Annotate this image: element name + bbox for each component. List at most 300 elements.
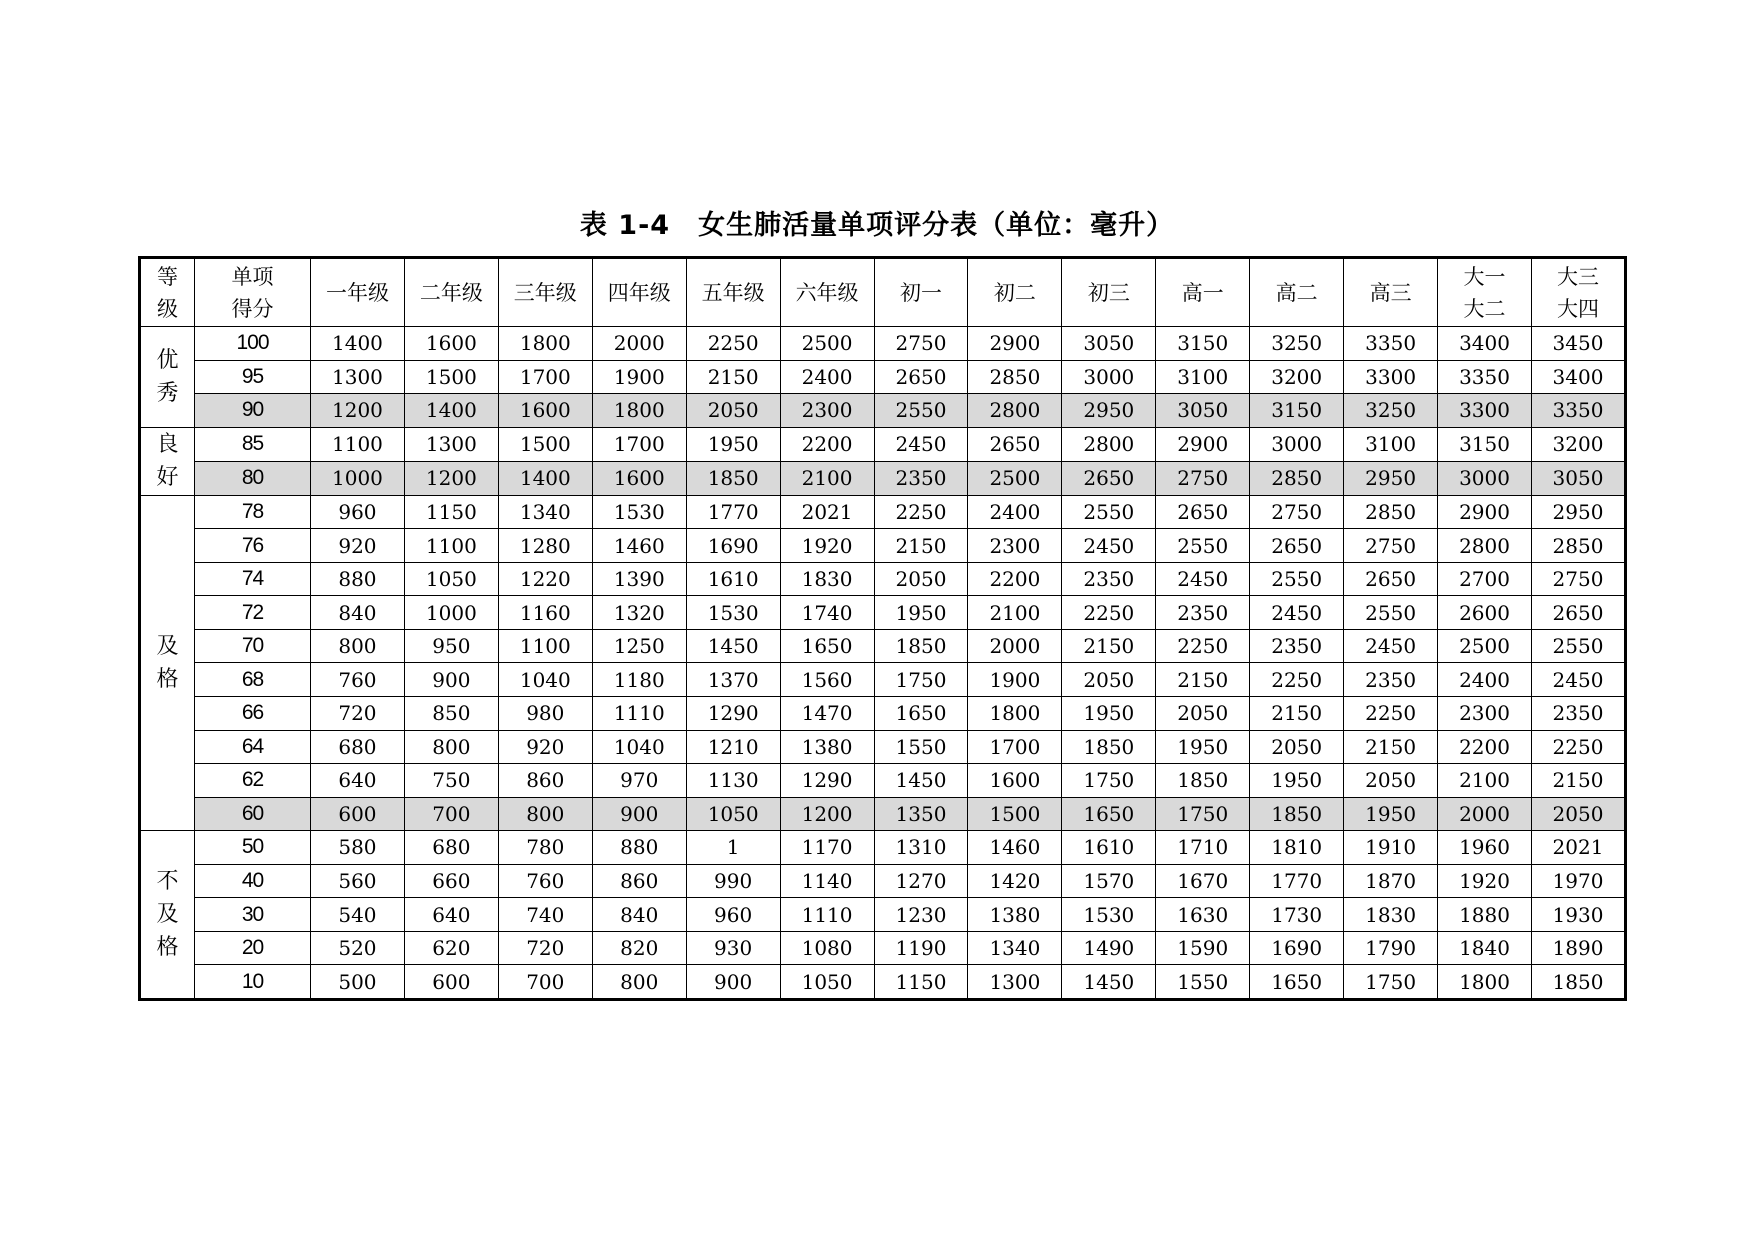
value-cell: 2450 bbox=[1531, 663, 1625, 697]
header-score: 单项 得分 bbox=[195, 258, 311, 327]
value-cell: 1600 bbox=[592, 461, 686, 495]
value-cell: 640 bbox=[311, 764, 405, 798]
value-cell: 3000 bbox=[1250, 427, 1344, 461]
value-cell: 740 bbox=[498, 898, 592, 932]
value-cell: 1800 bbox=[1438, 965, 1532, 1000]
lung-capacity-score-table bbox=[138, 256, 1627, 1001]
value-cell: 1770 bbox=[1250, 864, 1344, 898]
value-cell: 1050 bbox=[780, 965, 874, 1000]
value-cell: 2350 bbox=[1062, 562, 1156, 596]
value-cell: 1200 bbox=[780, 797, 874, 831]
value-cell: 2750 bbox=[874, 327, 968, 361]
value-cell: 1960 bbox=[1438, 831, 1532, 865]
value-cell: 2650 bbox=[1344, 562, 1438, 596]
value-cell: 1650 bbox=[874, 697, 968, 731]
value-cell: 1460 bbox=[968, 831, 1062, 865]
value-cell: 2150 bbox=[1250, 697, 1344, 731]
value-cell: 820 bbox=[592, 931, 686, 965]
value-cell: 840 bbox=[592, 898, 686, 932]
value-cell: 2550 bbox=[1250, 562, 1344, 596]
table-row bbox=[140, 730, 1626, 764]
value-cell: 2400 bbox=[968, 495, 1062, 529]
header-col: 高二 bbox=[1250, 258, 1344, 327]
value-cell: 2900 bbox=[1438, 495, 1532, 529]
value-cell: 3150 bbox=[1250, 394, 1344, 428]
value-cell: 1590 bbox=[1156, 931, 1250, 965]
table-row bbox=[140, 965, 1626, 1000]
table-row bbox=[140, 931, 1626, 965]
value-cell: 2650 bbox=[1062, 461, 1156, 495]
value-cell: 2021 bbox=[780, 495, 874, 529]
grade-cell: 不 及 格 bbox=[140, 831, 195, 1000]
value-cell: 1 bbox=[686, 831, 780, 865]
value-cell: 1000 bbox=[311, 461, 405, 495]
table-row bbox=[140, 663, 1626, 697]
table-row bbox=[140, 797, 1626, 831]
value-cell: 1630 bbox=[1156, 898, 1250, 932]
value-cell: 1850 bbox=[1250, 797, 1344, 831]
value-cell: 1690 bbox=[1250, 931, 1344, 965]
value-cell: 1700 bbox=[592, 427, 686, 461]
value-cell: 2550 bbox=[1344, 596, 1438, 630]
value-cell: 900 bbox=[404, 663, 498, 697]
value-cell: 960 bbox=[686, 898, 780, 932]
value-cell: 2250 bbox=[686, 327, 780, 361]
value-cell: 1110 bbox=[780, 898, 874, 932]
score-cell: 50 bbox=[195, 831, 311, 865]
value-cell: 930 bbox=[686, 931, 780, 965]
value-cell: 2250 bbox=[1062, 596, 1156, 630]
value-cell: 1740 bbox=[780, 596, 874, 630]
value-cell: 970 bbox=[592, 764, 686, 798]
value-cell: 2750 bbox=[1156, 461, 1250, 495]
value-cell: 3000 bbox=[1438, 461, 1532, 495]
score-cell: 90 bbox=[195, 394, 311, 428]
value-cell: 1700 bbox=[498, 360, 592, 394]
value-cell: 1340 bbox=[498, 495, 592, 529]
table-row bbox=[140, 562, 1626, 596]
value-cell: 2000 bbox=[592, 327, 686, 361]
score-cell: 76 bbox=[195, 529, 311, 563]
value-cell: 1790 bbox=[1344, 931, 1438, 965]
value-cell: 780 bbox=[498, 831, 592, 865]
header-col: 大一 大二 bbox=[1438, 258, 1532, 327]
value-cell: 3050 bbox=[1062, 327, 1156, 361]
table-row bbox=[140, 427, 1626, 461]
value-cell: 2450 bbox=[1156, 562, 1250, 596]
value-cell: 2200 bbox=[1438, 730, 1532, 764]
value-cell: 2850 bbox=[968, 360, 1062, 394]
value-cell: 2150 bbox=[1062, 629, 1156, 663]
value-cell: 1400 bbox=[498, 461, 592, 495]
value-cell: 2200 bbox=[968, 562, 1062, 596]
value-cell: 2050 bbox=[1156, 697, 1250, 731]
value-cell: 1950 bbox=[1156, 730, 1250, 764]
value-cell: 2150 bbox=[1344, 730, 1438, 764]
score-cell: 70 bbox=[195, 629, 311, 663]
table-row bbox=[140, 529, 1626, 563]
header-col: 高三 bbox=[1344, 258, 1438, 327]
value-cell: 2250 bbox=[1156, 629, 1250, 663]
value-cell: 1850 bbox=[1062, 730, 1156, 764]
value-cell: 3350 bbox=[1438, 360, 1532, 394]
value-cell: 2900 bbox=[1156, 427, 1250, 461]
value-cell: 1450 bbox=[874, 764, 968, 798]
table-row bbox=[140, 764, 1626, 798]
value-cell: 1400 bbox=[404, 394, 498, 428]
value-cell: 1500 bbox=[404, 360, 498, 394]
value-cell: 2150 bbox=[686, 360, 780, 394]
value-cell: 3300 bbox=[1438, 394, 1532, 428]
table-row bbox=[140, 629, 1626, 663]
value-cell: 1750 bbox=[874, 663, 968, 697]
table-row bbox=[140, 864, 1626, 898]
value-cell: 680 bbox=[311, 730, 405, 764]
score-cell: 20 bbox=[195, 931, 311, 965]
score-cell: 80 bbox=[195, 461, 311, 495]
value-cell: 1770 bbox=[686, 495, 780, 529]
value-cell: 2950 bbox=[1531, 495, 1625, 529]
value-cell: 850 bbox=[404, 697, 498, 731]
value-cell: 1670 bbox=[1156, 864, 1250, 898]
value-cell: 3000 bbox=[1062, 360, 1156, 394]
table-row bbox=[140, 831, 1626, 865]
value-cell: 2650 bbox=[1156, 495, 1250, 529]
value-cell: 1130 bbox=[686, 764, 780, 798]
table-title: 表 1-4 女生肺活量单项评分表（单位：毫升） bbox=[579, 210, 1175, 241]
value-cell: 2050 bbox=[686, 394, 780, 428]
value-cell: 2750 bbox=[1531, 562, 1625, 596]
value-cell: 2100 bbox=[968, 596, 1062, 630]
table-row bbox=[140, 697, 1626, 731]
value-cell: 2050 bbox=[874, 562, 968, 596]
value-cell: 2250 bbox=[874, 495, 968, 529]
value-cell: 3200 bbox=[1250, 360, 1344, 394]
grade-cell: 及 格 bbox=[140, 495, 195, 830]
value-cell: 2150 bbox=[874, 529, 968, 563]
grade-cell: 良 好 bbox=[140, 427, 195, 495]
value-cell: 1110 bbox=[592, 697, 686, 731]
value-cell: 1160 bbox=[498, 596, 592, 630]
grade-cell: 优 秀 bbox=[140, 327, 195, 428]
value-cell: 2600 bbox=[1438, 596, 1532, 630]
value-cell: 1280 bbox=[498, 529, 592, 563]
score-cell: 66 bbox=[195, 697, 311, 731]
value-cell: 2850 bbox=[1250, 461, 1344, 495]
value-cell: 960 bbox=[311, 495, 405, 529]
value-cell: 2800 bbox=[1438, 529, 1532, 563]
value-cell: 1190 bbox=[874, 931, 968, 965]
score-cell: 40 bbox=[195, 864, 311, 898]
value-cell: 1530 bbox=[686, 596, 780, 630]
score-cell: 68 bbox=[195, 663, 311, 697]
value-cell: 1850 bbox=[874, 629, 968, 663]
value-cell: 1220 bbox=[498, 562, 592, 596]
value-cell: 680 bbox=[404, 831, 498, 865]
value-cell: 2050 bbox=[1062, 663, 1156, 697]
value-cell: 1600 bbox=[968, 764, 1062, 798]
value-cell: 1500 bbox=[968, 797, 1062, 831]
value-cell: 2500 bbox=[968, 461, 1062, 495]
value-cell: 2800 bbox=[968, 394, 1062, 428]
header-col: 三年级 bbox=[498, 258, 592, 327]
value-cell: 600 bbox=[311, 797, 405, 831]
value-cell: 1250 bbox=[592, 629, 686, 663]
value-cell: 2750 bbox=[1344, 529, 1438, 563]
value-cell: 2200 bbox=[780, 427, 874, 461]
value-cell: 1650 bbox=[1250, 965, 1344, 1000]
value-cell: 2150 bbox=[1531, 764, 1625, 798]
header-col: 二年级 bbox=[404, 258, 498, 327]
value-cell: 1950 bbox=[1344, 797, 1438, 831]
value-cell: 580 bbox=[311, 831, 405, 865]
value-cell: 980 bbox=[498, 697, 592, 731]
value-cell: 2350 bbox=[1531, 697, 1625, 731]
value-cell: 500 bbox=[311, 965, 405, 1000]
value-cell: 920 bbox=[498, 730, 592, 764]
value-cell: 1450 bbox=[1062, 965, 1156, 1000]
value-cell: 1560 bbox=[780, 663, 874, 697]
value-cell: 2950 bbox=[1344, 461, 1438, 495]
value-cell: 1340 bbox=[968, 931, 1062, 965]
header-col: 一年级 bbox=[311, 258, 405, 327]
value-cell: 860 bbox=[498, 764, 592, 798]
value-cell: 1570 bbox=[1062, 864, 1156, 898]
header-col: 初一 bbox=[874, 258, 968, 327]
value-cell: 1050 bbox=[404, 562, 498, 596]
header-col: 初二 bbox=[968, 258, 1062, 327]
value-cell: 1600 bbox=[498, 394, 592, 428]
value-cell: 1300 bbox=[311, 360, 405, 394]
value-cell: 2500 bbox=[1438, 629, 1532, 663]
header-col: 高一 bbox=[1156, 258, 1250, 327]
value-cell: 1000 bbox=[404, 596, 498, 630]
value-cell: 2450 bbox=[1062, 529, 1156, 563]
value-cell: 1100 bbox=[311, 427, 405, 461]
value-cell: 1180 bbox=[592, 663, 686, 697]
value-cell: 2150 bbox=[1156, 663, 1250, 697]
value-cell: 700 bbox=[498, 965, 592, 1000]
value-cell: 1850 bbox=[686, 461, 780, 495]
value-cell: 2750 bbox=[1250, 495, 1344, 529]
score-cell: 100 bbox=[195, 327, 311, 361]
value-cell: 3300 bbox=[1344, 360, 1438, 394]
table-row bbox=[140, 327, 1626, 361]
value-cell: 1100 bbox=[498, 629, 592, 663]
value-cell: 3350 bbox=[1531, 394, 1625, 428]
value-cell: 1210 bbox=[686, 730, 780, 764]
score-cell: 62 bbox=[195, 764, 311, 798]
value-cell: 700 bbox=[404, 797, 498, 831]
value-cell: 3200 bbox=[1531, 427, 1625, 461]
value-cell: 1050 bbox=[686, 797, 780, 831]
value-cell: 2250 bbox=[1531, 730, 1625, 764]
value-cell: 2650 bbox=[1531, 596, 1625, 630]
value-cell: 1850 bbox=[1531, 965, 1625, 1000]
value-cell: 1080 bbox=[780, 931, 874, 965]
value-cell: 1370 bbox=[686, 663, 780, 697]
value-cell: 2000 bbox=[1438, 797, 1532, 831]
value-cell: 2450 bbox=[1250, 596, 1344, 630]
value-cell: 1500 bbox=[498, 427, 592, 461]
value-cell: 2300 bbox=[780, 394, 874, 428]
value-cell: 1910 bbox=[1344, 831, 1438, 865]
table-row bbox=[140, 394, 1626, 428]
value-cell: 2850 bbox=[1531, 529, 1625, 563]
header-col: 大三 大四 bbox=[1531, 258, 1625, 327]
table-row bbox=[140, 898, 1626, 932]
value-cell: 3150 bbox=[1438, 427, 1532, 461]
value-cell: 2650 bbox=[968, 427, 1062, 461]
value-cell: 3050 bbox=[1531, 461, 1625, 495]
value-cell: 1870 bbox=[1344, 864, 1438, 898]
value-cell: 560 bbox=[311, 864, 405, 898]
value-cell: 2350 bbox=[874, 461, 968, 495]
header-col: 四年级 bbox=[592, 258, 686, 327]
value-cell: 2050 bbox=[1531, 797, 1625, 831]
value-cell: 760 bbox=[311, 663, 405, 697]
value-cell: 2300 bbox=[968, 529, 1062, 563]
score-cell: 72 bbox=[195, 596, 311, 630]
value-cell: 1270 bbox=[874, 864, 968, 898]
value-cell: 900 bbox=[592, 797, 686, 831]
value-cell: 2800 bbox=[1062, 427, 1156, 461]
value-cell: 1460 bbox=[592, 529, 686, 563]
value-cell: 2550 bbox=[874, 394, 968, 428]
value-cell: 1290 bbox=[686, 697, 780, 731]
value-cell: 800 bbox=[498, 797, 592, 831]
score-cell: 60 bbox=[195, 797, 311, 831]
score-cell: 10 bbox=[195, 965, 311, 1000]
value-cell: 880 bbox=[311, 562, 405, 596]
value-cell: 2350 bbox=[1156, 596, 1250, 630]
value-cell: 1650 bbox=[1062, 797, 1156, 831]
value-cell: 1810 bbox=[1250, 831, 1344, 865]
value-cell: 3150 bbox=[1156, 327, 1250, 361]
value-cell: 1650 bbox=[780, 629, 874, 663]
value-cell: 1830 bbox=[1344, 898, 1438, 932]
value-cell: 2650 bbox=[874, 360, 968, 394]
value-cell: 1800 bbox=[498, 327, 592, 361]
value-cell: 1830 bbox=[780, 562, 874, 596]
value-cell: 1950 bbox=[874, 596, 968, 630]
score-cell: 30 bbox=[195, 898, 311, 932]
value-cell: 1140 bbox=[780, 864, 874, 898]
value-cell: 1550 bbox=[874, 730, 968, 764]
value-cell: 950 bbox=[404, 629, 498, 663]
value-cell: 3400 bbox=[1438, 327, 1532, 361]
value-cell: 2250 bbox=[1344, 697, 1438, 731]
value-cell: 1800 bbox=[968, 697, 1062, 731]
value-cell: 1530 bbox=[592, 495, 686, 529]
value-cell: 800 bbox=[404, 730, 498, 764]
value-cell: 520 bbox=[311, 931, 405, 965]
value-cell: 3250 bbox=[1344, 394, 1438, 428]
value-cell: 2950 bbox=[1062, 394, 1156, 428]
value-cell: 3350 bbox=[1344, 327, 1438, 361]
value-cell: 1950 bbox=[1062, 697, 1156, 731]
value-cell: 1300 bbox=[404, 427, 498, 461]
value-cell: 1950 bbox=[686, 427, 780, 461]
value-cell: 1750 bbox=[1062, 764, 1156, 798]
value-cell: 2400 bbox=[1438, 663, 1532, 697]
value-cell: 600 bbox=[404, 965, 498, 1000]
value-cell: 860 bbox=[592, 864, 686, 898]
value-cell: 1380 bbox=[968, 898, 1062, 932]
header-col: 六年级 bbox=[780, 258, 874, 327]
value-cell: 2550 bbox=[1062, 495, 1156, 529]
score-cell: 64 bbox=[195, 730, 311, 764]
value-cell: 1730 bbox=[1250, 898, 1344, 932]
value-cell: 2100 bbox=[780, 461, 874, 495]
value-cell: 1550 bbox=[1156, 965, 1250, 1000]
value-cell: 2550 bbox=[1156, 529, 1250, 563]
value-cell: 1310 bbox=[874, 831, 968, 865]
table-row bbox=[140, 495, 1626, 529]
value-cell: 1230 bbox=[874, 898, 968, 932]
score-cell: 74 bbox=[195, 562, 311, 596]
value-cell: 2850 bbox=[1344, 495, 1438, 529]
value-cell: 2650 bbox=[1250, 529, 1344, 563]
table-body bbox=[140, 327, 1626, 1000]
header-col: 五年级 bbox=[686, 258, 780, 327]
score-cell: 95 bbox=[195, 360, 311, 394]
value-cell: 1200 bbox=[404, 461, 498, 495]
value-cell: 2350 bbox=[1344, 663, 1438, 697]
value-cell: 2450 bbox=[874, 427, 968, 461]
value-cell: 1530 bbox=[1062, 898, 1156, 932]
value-cell: 1750 bbox=[1156, 797, 1250, 831]
value-cell: 2050 bbox=[1344, 764, 1438, 798]
value-cell: 1710 bbox=[1156, 831, 1250, 865]
value-cell: 900 bbox=[686, 965, 780, 1000]
value-cell: 1920 bbox=[780, 529, 874, 563]
value-cell: 1170 bbox=[780, 831, 874, 865]
value-cell: 3400 bbox=[1531, 360, 1625, 394]
value-cell: 2250 bbox=[1250, 663, 1344, 697]
value-cell: 1040 bbox=[498, 663, 592, 697]
value-cell: 1470 bbox=[780, 697, 874, 731]
score-cell: 85 bbox=[195, 427, 311, 461]
value-cell: 1750 bbox=[1344, 965, 1438, 1000]
value-cell: 1200 bbox=[311, 394, 405, 428]
value-cell: 1320 bbox=[592, 596, 686, 630]
value-cell: 3050 bbox=[1156, 394, 1250, 428]
header-row bbox=[140, 258, 1626, 327]
value-cell: 1380 bbox=[780, 730, 874, 764]
value-cell: 540 bbox=[311, 898, 405, 932]
value-cell: 2300 bbox=[1438, 697, 1532, 731]
value-cell: 1930 bbox=[1531, 898, 1625, 932]
value-cell: 1900 bbox=[968, 663, 1062, 697]
value-cell: 1600 bbox=[404, 327, 498, 361]
value-cell: 2100 bbox=[1438, 764, 1532, 798]
value-cell: 1400 bbox=[311, 327, 405, 361]
value-cell: 2050 bbox=[1250, 730, 1344, 764]
score-cell: 78 bbox=[195, 495, 311, 529]
value-cell: 2021 bbox=[1531, 831, 1625, 865]
value-cell: 720 bbox=[498, 931, 592, 965]
value-cell: 1150 bbox=[874, 965, 968, 1000]
value-cell: 1690 bbox=[686, 529, 780, 563]
value-cell: 620 bbox=[404, 931, 498, 965]
value-cell: 1920 bbox=[1438, 864, 1532, 898]
value-cell: 920 bbox=[311, 529, 405, 563]
value-cell: 660 bbox=[404, 864, 498, 898]
value-cell: 1040 bbox=[592, 730, 686, 764]
value-cell: 1150 bbox=[404, 495, 498, 529]
value-cell: 1950 bbox=[1250, 764, 1344, 798]
